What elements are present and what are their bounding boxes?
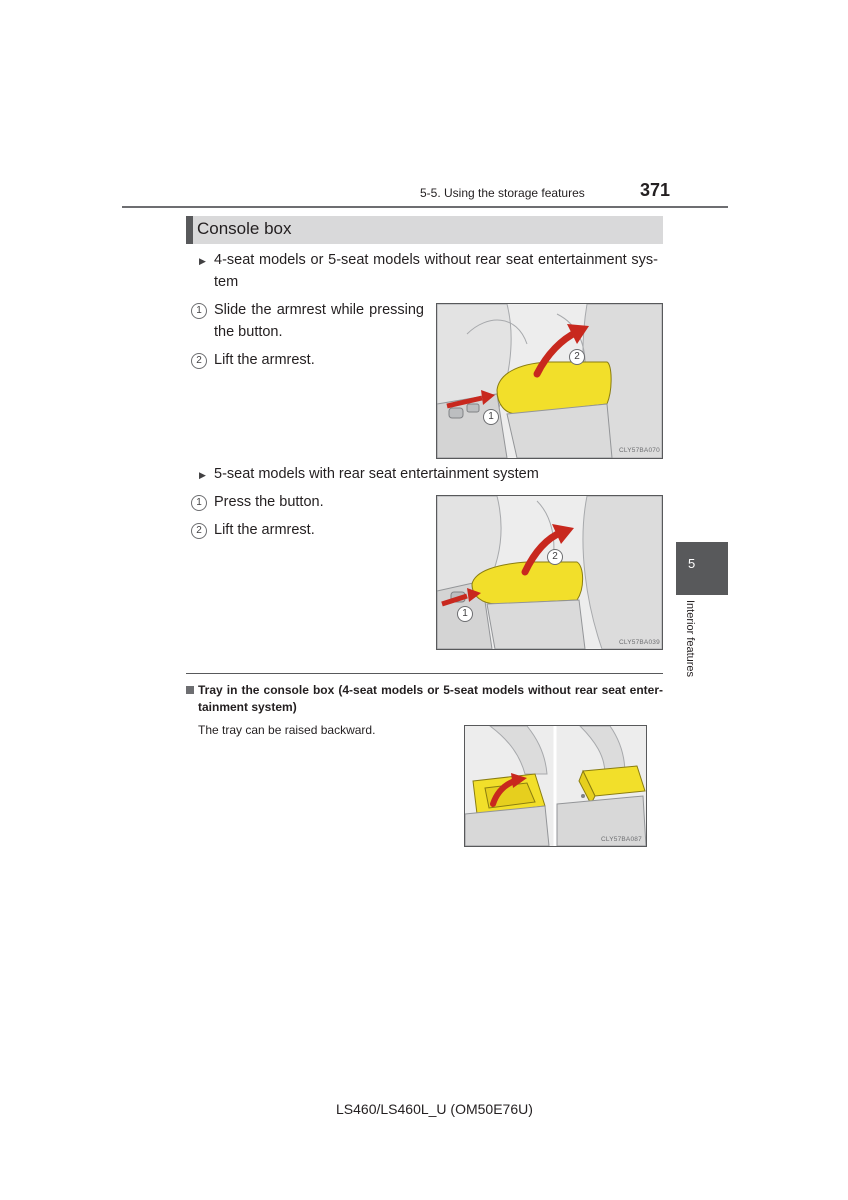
subsection-heading-line-continued: tainment system) [198, 700, 297, 714]
step-text-continued: the button. [214, 324, 283, 340]
step-text: Slide the armrest while pressing [214, 302, 424, 318]
armrest-figure-1 [436, 303, 663, 459]
step-text: Lift the armrest. [214, 352, 315, 368]
callout-icon: 1 [457, 606, 473, 622]
section-bar-accent [186, 216, 193, 244]
chapter-number: 5 [688, 556, 696, 571]
chapter-tab [676, 542, 728, 595]
section-divider [186, 673, 663, 674]
figure-code: CLY57BA087 [601, 836, 642, 843]
chapter-label: Interior features [684, 600, 696, 678]
condition-text-continued: tem [214, 274, 239, 290]
tray-illustration [465, 726, 646, 846]
subsection-heading-line: Tray in the console box (4-seat models or 5-seat models without rear seat enter- [198, 683, 663, 697]
subsection-heading [198, 682, 663, 716]
step-number-icon: 2 [191, 353, 207, 369]
callout-icon: 2 [547, 549, 563, 565]
step-number-icon: 2 [191, 523, 207, 539]
header-rule [122, 206, 728, 208]
step-number-icon: 1 [191, 303, 207, 319]
callout-icon: 1 [483, 409, 499, 425]
armrest-figure-2 [436, 495, 663, 650]
condition-text: 5-seat models with rear seat entertainment system [214, 466, 539, 482]
section-title: Console box [197, 219, 292, 238]
step-text: Lift the armrest. [214, 522, 315, 538]
square-bullet-icon [186, 686, 194, 694]
footer-model: LS460/LS460L_U (OM50E76U) [336, 1101, 533, 1117]
armrest-illustration-2 [437, 496, 662, 649]
running-header-section: 5-5. Using the storage features [420, 186, 585, 200]
triangle-bullet-icon: ▶ [199, 470, 206, 480]
section-title-bar [186, 216, 663, 244]
condition-text: 4-seat models or 5-seat models without rear seat entertainment sys- [214, 252, 658, 268]
triangle-bullet-icon: ▶ [199, 256, 206, 266]
armrest-illustration-1 [437, 304, 662, 458]
tray-figure [464, 725, 647, 847]
step-number-icon: 1 [191, 495, 207, 511]
page-number: 371 [640, 180, 671, 200]
tray-description: The tray can be raised backward. [198, 723, 376, 737]
figure-code: CLY57BA070 [619, 447, 660, 454]
callout-icon: 2 [569, 349, 585, 365]
step-text: Press the button. [214, 494, 324, 510]
figure-code: CLY57BA039 [619, 639, 660, 646]
